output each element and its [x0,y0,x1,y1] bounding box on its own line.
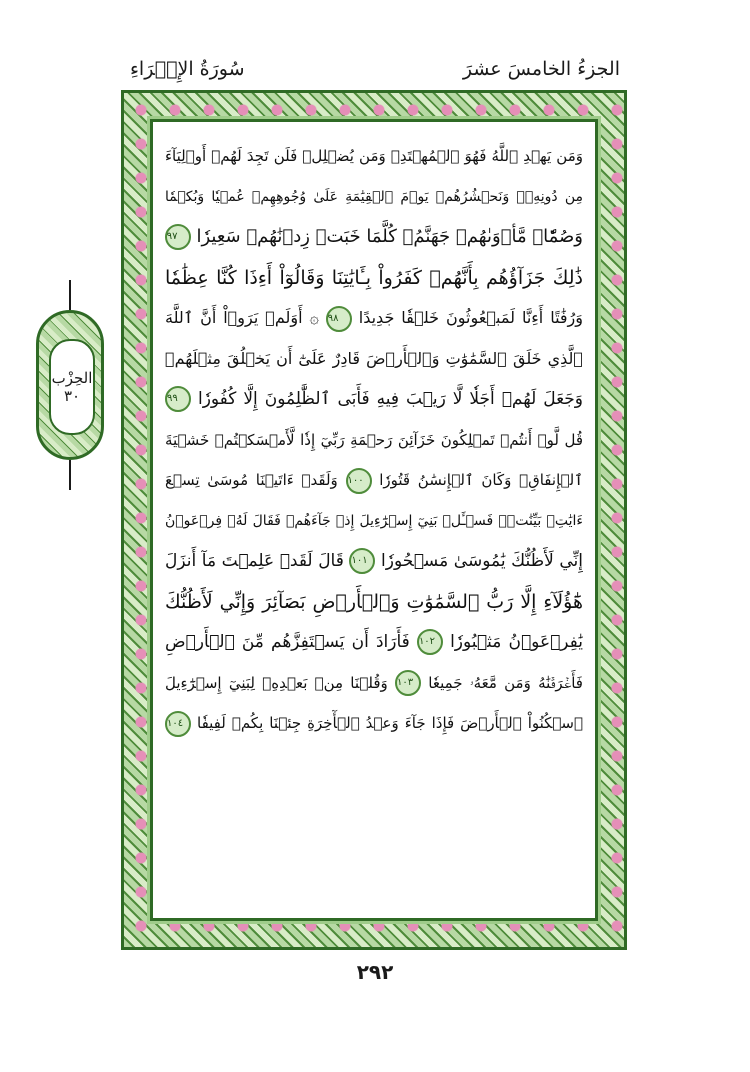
verse-line [165,501,583,542]
verse-line [165,258,583,299]
verse-text-continuation: وَلَقَدۡ ءَاتَيۡنَا مُوسَىٰ تِسۡعَ [165,471,338,489]
verse-line [165,460,583,501]
surah-title: سُورَةُ الإِسۡرَاءِ [130,58,245,80]
verse-line [165,298,583,339]
ayah-number-marker: ٩٩ [165,386,191,412]
verse-line [165,177,583,218]
ornamental-frame [121,90,627,950]
medallion-center [49,339,95,435]
verse-line [165,379,583,420]
medallion-stem-bottom [69,460,71,490]
page-number: ٢٩٢ [356,960,394,984]
ayah-number-marker: ١٠٣ [395,670,421,696]
verse-line [165,541,583,582]
verse-text: ٱلۡإِنفَاقِۚ وَكَانَ ٱلۡإِنسَٰنُ قَتُورٗا [379,471,583,489]
ayah-number-marker: ١٠٠ [346,468,372,494]
verse-text: مِن دُونِهِۦۖ وَنَحۡشُرُهُمۡ يَوۡمَ ٱلۡقِيَٰمَةِ عَلَىٰ وُجُوهِهِمۡ عُمۡيٗا وَبُكۡمٗا [165,188,583,205]
hizb-medallion [30,280,110,490]
verse-text: وَرُفَٰتًا أَءِنَّا لَمَبۡعُوثُونَ خَلۡقٗا جَدِيدًا [358,308,583,327]
verse-text-continuation: وَقُلۡنَا مِنۢ بَعۡدِهِۦ لِبَنِيٓ إِسۡرَٰٓءِيلَ [165,673,388,692]
ayah-number-marker: ٩٨ [326,306,352,332]
ayah-number-marker: ١٠١ [349,548,375,574]
ayah-number-marker: ٩٧ [165,224,191,250]
verse-text: ٱلَّذِي خَلَقَ ٱلسَّمَٰوَٰتِ وَٱلۡأَرۡضَ قَادِرٌ عَلَىٰٓ أَن يَخۡلُقَ مِثۡلَهُمۡ [165,348,583,368]
verse-line [165,663,583,704]
verse-text: قُل لَّوۡ أَنتُمۡ تَمۡلِكُونَ خَزَآئِنَ رَحۡمَةِ رَبِّيٓ إِذٗا لَّأَمۡسَكۡتُمۡ خَشۡيَةَ [165,430,583,449]
verse-line [165,420,583,461]
verse-line [165,622,583,663]
verse-text: ٱسۡكُنُواْ ٱلۡأَرۡضَ فَإِذَا جَآءَ وَعۡدُ ٱلۡأٓخِرَةِ جِئۡنَا بِكُمۡ لَفِيفٗا [197,714,583,732]
verse-text: وَمَن يَهۡدِ ٱللَّهُ فَهُوَ ٱلۡمُهۡتَدِۖ وَمَن يُضۡلِلۡ فَلَن تَجِدَ لَهُمۡ أَوۡلِيَآءَ [165,147,583,165]
verse-text: يَٰفِرۡعَوۡنُ مَثۡبُورٗا [450,632,583,652]
verse-text: وَجَعَلَ لَهُمۡ أَجَلٗا لَّا رَيۡبَ فِيهِ فَأَبَى ٱلظَّٰلِمُونَ إِلَّا كُفُورٗا [197,389,583,409]
verse-line [165,217,583,258]
verse-text: إِنِّي لَأَظُنُّكَ يَٰمُوسَىٰ مَسۡحُورٗا [381,551,583,571]
verse-text-area [165,136,583,904]
verse-text-continuation: فَأَرَادَ أَن يَسۡتَفِزَّهُم مِّنَ ٱلۡأَرۡضِ [165,632,410,652]
ayah-number-marker: ١٠٢ [417,629,443,655]
juz-title: الجزءُ الخامسَ عشرَ [462,58,620,80]
medallion-stem-top [69,280,71,310]
medallion-ornament [36,310,104,460]
hizb-number: ٣٠ [63,387,81,405]
verse-text: فَأَغۡرَقۡنَٰهُ وَمَن مَّعَهُۥ جَمِيعٗا [428,673,583,692]
text-panel [150,119,598,921]
hizb-label: الحِزْب [51,369,93,387]
verse-line [165,703,583,744]
page-header [130,50,620,90]
verse-text: هَٰٓؤُلَآءِ إِلَّا رَبُّ ٱلسَّمَٰوَٰتِ وَٱلۡأَرۡضِ بَصَآئِرَ وَإِنِّي لَأَظُنُّكَ [165,590,583,613]
verse-line [165,582,583,623]
verse-text: ءَايَٰتِۭ بَيِّنَٰتٖۖ فَسۡـَٔلۡ بَنِيٓ إِسۡرَٰٓءِيلَ إِذۡ جَآءَهُمۡ فَقَالَ لَهُۥ فِرۡعَوۡنُ [165,512,583,529]
verse-text: ذَٰلِكَ جَزَآؤُهُم بِأَنَّهُمۡ كَفَرُواْ بِـَٔايَٰتِنَا وَقَالُوٓاْ أَءِذَا كُنَّا عِظَٰمٗا [165,266,583,289]
verse-text-continuation: قَالَ لَقَدۡ عَلِمۡتَ مَآ أَنزَلَ [165,551,344,571]
verse-line [165,136,583,177]
verse-line [165,339,583,380]
ayah-number-marker: ١٠٤ [165,711,191,737]
verse-text-continuation: ۞ أَوَلَمۡ يَرَوۡاْ أَنَّ ٱللَّهَ [165,308,319,327]
verse-text: وَصُمّٗاۖ مَّأۡوَىٰهُمۡ جَهَنَّمُۖ كُلَّمَا خَبَتۡ زِدۡنَٰهُمۡ سَعِيرٗا [196,226,583,247]
